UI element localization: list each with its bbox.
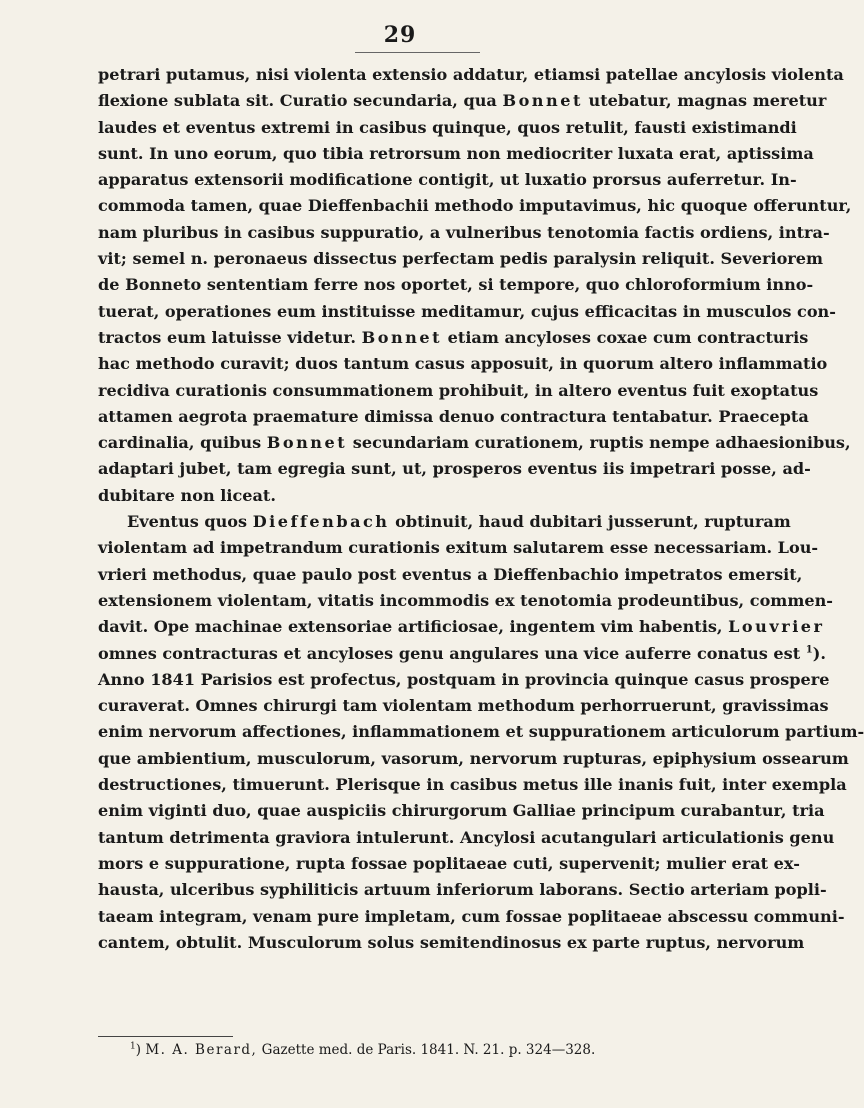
text-line: adaptari jubet, tam egregia sunt, ut, prosperos eventus iis impetrari posse, ad- — [98, 459, 811, 479]
footnote-mark: 1 — [130, 1041, 136, 1052]
footnote — [130, 1042, 595, 1058]
text-line: sunt. In uno eorum, quo tibia retrorsum non mediocriter luxata erat, aptissima — [98, 143, 814, 163]
footnote-citation: Gazette med. de Paris. 1841. N. 21. p. 324—328. — [261, 1042, 596, 1058]
text-line: tantum detrimenta graviora intulerunt. Ancylosi acutangulari articulationis genu — [98, 827, 835, 847]
text-line: curaverat. Omnes chirurgi tam violentam methodum perhorruerunt, gravissimas — [98, 696, 829, 716]
text-line: cantem, obtulit. Musculorum solus semitendinosus ex parte ruptus, nervorum — [98, 932, 805, 952]
text-line: de Bonneto sententiam ferre nos oportet, si tempore, quo chloroformium inno- — [98, 275, 814, 295]
text-line: enim nervorum affectiones, inflammationem et suppurationem articulorum partium- — [98, 722, 864, 742]
text-line: mors e suppuratione, rupta fossae poplitaeae cuti, supervenit; mulier erat ex- — [98, 853, 800, 873]
text-line: recidiva curationis consummationem prohibuit, in altero eventus fuit exoptatus — [98, 380, 819, 400]
text-line: omnes contracturas et ancyloses genu angulares una vice auferre conatus est $^1$). — [98, 643, 826, 663]
footnote-close: ) — [135, 1042, 142, 1058]
author-name: Bonnet — [502, 91, 583, 111]
text-line: taeam integram, venam pure impletam, cum fossae poplitaeae abscessu communi- — [98, 906, 845, 926]
text-line: tractos eum latuisse videtur. Bonnet etiam ancyloses coxae cum contracturis — [98, 327, 809, 347]
author-name: Bonnet — [361, 327, 443, 347]
text-line: attamen aegrota praemature dimissa denuo contractura tentabatur. Praecepta — [98, 406, 809, 426]
author-name: Louvrier — [728, 617, 825, 637]
text-line: extensionem violentam, vitatis incommodis ex tenotomia prodeuntibus, commen- — [98, 590, 833, 610]
text-line: tuerat, operationes eum instituisse meditamur, cujus efficacitas in musculos con- — [98, 301, 836, 321]
footnote-author: M. A. Berard, — [145, 1042, 258, 1058]
text-line: flexione sublata sit. Curatio secundaria, qua Bonnet utebatur, magnas meretur — [98, 91, 827, 111]
text-line: nam pluribus in casibus suppuratio, a vulneribus tenotomia factis ordiens, intra- — [98, 222, 830, 242]
text-line: dubitare non liceat. — [98, 485, 276, 505]
page-number: 29 — [383, 22, 417, 48]
text-line: apparatus extensorii modificatione contigit, ut luxatio prorsus auferretur. In- — [98, 170, 797, 190]
text-line: davit. Ope machinae extensoriae artificiosae, ingentem vim habentis, Louvrier — [98, 617, 825, 637]
text-line: petrari putamus, nisi violenta extensio addatur, etiamsi patellae ancylosis violenta — [98, 65, 844, 84]
text-line: hac methodo curavit; duos tantum casus apposuit, in quorum altero inflammatio — [98, 354, 828, 374]
text-line: vit; semel n. peronaeus dissectus perfectam pedis paralysin reliquit. Severiorem — [98, 249, 824, 269]
text-line: que ambientium, musculorum, vasorum, nervorum rupturas, epiphysium ossearum — [98, 748, 849, 768]
text-line: enim viginti duo, quae auspiciis chirurgorum Galliae principum curabantur, tria — [98, 801, 825, 821]
footnote-ref: 1 — [805, 644, 813, 656]
text-line: vrieri methodus, quae paulo post eventus a Dieffenbachio impetratos emersit, — [98, 564, 803, 584]
author-name: Bonnet — [266, 433, 348, 453]
body-text — [98, 62, 864, 956]
text-line: violentam ad impetrandum curationis exitum salutarem esse necessariam. Lou- — [98, 538, 819, 558]
text-line: laudes et eventus extremi in casibus quinque, quos retulit, fausti existimandi — [98, 117, 797, 137]
text-line: cardinalia, quibus Bonnet secundariam curationem, ruptis nempe adhaesionibus, — [98, 433, 851, 453]
text-line: Anno 1841 Parisios est profectus, postquam in provincia quinque casus prospere — [98, 669, 830, 689]
header-rule — [355, 52, 480, 53]
text-line: Eventus quos Dieffenbach obtinuit, haud dubitari jusserunt, rupturam — [127, 512, 791, 532]
text-line: destructiones, timuerunt. Plerisque in casibus metus ille inanis fuit, inter exempla — [98, 775, 847, 795]
author-name: Dieffenbach — [252, 512, 390, 532]
text-line: hausta, ulceribus syphiliticis artuum inferiorum laborans. Sectio arteriam popli- — [98, 880, 827, 900]
footnote-rule — [98, 1036, 233, 1037]
text-line: commoda tamen, quae Dieffenbachii methodo imputavimus, hic quoque offeruntur, — [98, 196, 852, 216]
